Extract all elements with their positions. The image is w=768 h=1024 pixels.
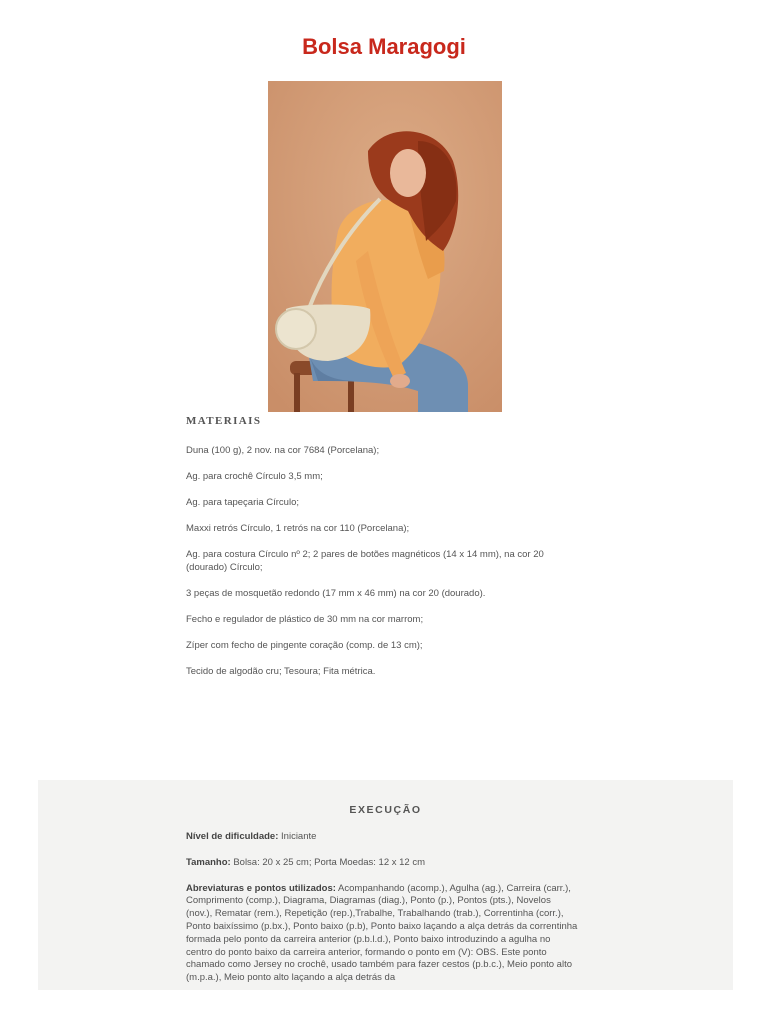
materials-item: 3 peças de mosquetão redondo (17 mm x 46 mm) na cor 20 (dourado).: [186, 588, 486, 599]
abbreviations-value: Acompanhando (acomp.), Agulha (ag.), Carreira (carr.), Comprimento (comp.), Diagrama, Diagramas (diag.), Ponto (p.), Pontos (pts.), Novelos (nov.), Rematar (rem.), Repetição (rep.),Trabalhe, Trabalhando (trab.), Correntinha (corr.), Ponto baixíssimo (p.bx.), Ponto baixo (p.b), Ponto baixo laçando a alça detrás da correntinha formada pelo ponto da carreira anterior (p.b.l.d.), Ponto baixo introduzindo a agulha no centro do ponto baixo da carreira anterior, formando o ponto em (V): OBS. Este ponto chamado como Jersey no crochê, usado também para fazer cestos (p.b.c.), Meio ponto alto (m.p.a.), Meio ponto alto laçando a alça detrás da: [186, 882, 578, 984]
materials-item: Ag. para tapeçaria Círculo;: [186, 497, 300, 508]
materials-item: Ag. para costura Círculo nº 2; 2 pares de botões magnéticos (14 x 14 mm), na cor 20 (dourado) Círculo;: [186, 549, 544, 573]
size-label: Tamanho:: [186, 856, 231, 868]
materials-item: Maxxi retrós Círculo, 1 retrós na cor 110 (Porcelana);: [186, 523, 410, 534]
abbreviations-paragraph: [186, 883, 578, 985]
size-paragraph: [186, 857, 578, 870]
product-photo-image: [268, 81, 502, 412]
materials-heading: MATERIAIS: [186, 415, 262, 427]
materials-item: Tecido de algodão cru; Tesoura; Fita métrica.: [186, 666, 376, 677]
materials-item: Ag. para crochê Círculo 3,5 mm;: [186, 471, 323, 482]
execution-heading: EXECUÇÃO: [349, 804, 422, 816]
materials-item: Zíper com fecho de pingente coração (comp. de 13 cm);: [186, 640, 423, 651]
abbreviations-label: Abreviaturas e pontos utilizados:: [186, 882, 336, 894]
size-value: Bolsa: 20 x 25 cm; Porta Moedas: 12 x 12 cm: [230, 856, 426, 868]
product-photo: [268, 81, 502, 412]
execution-section: [38, 780, 733, 990]
materials-section: [186, 415, 586, 691]
page-title: Bolsa Maragogi: [302, 34, 466, 59]
materials-list: [186, 444, 586, 678]
materials-item: Duna (100 g), 2 nov. na cor 7684 (Porcelana);: [186, 445, 380, 456]
difficulty-paragraph: [186, 831, 578, 844]
execution-body: [186, 831, 578, 990]
materials-item: Fecho e regulador de plástico de 30 mm na cor marrom;: [186, 614, 424, 625]
difficulty-value: Iniciante: [278, 831, 317, 842]
difficulty-label: Nível de dificuldade:: [186, 831, 279, 842]
